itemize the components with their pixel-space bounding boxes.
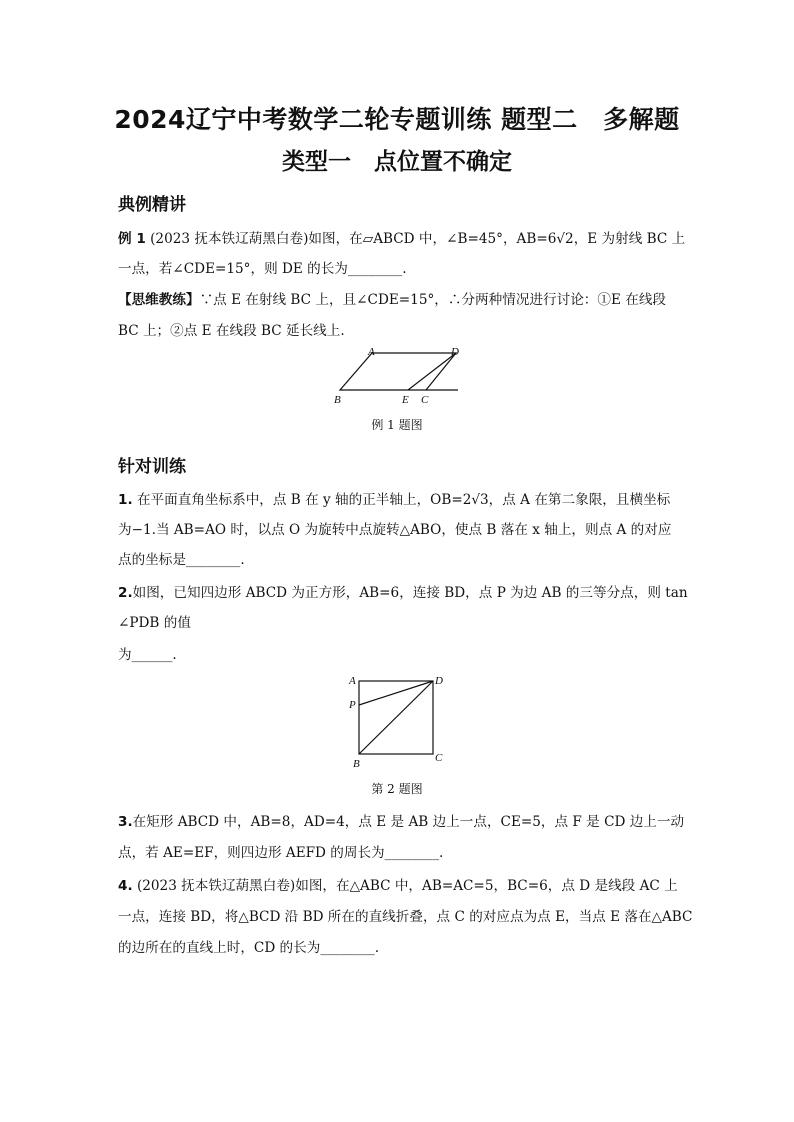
fig1-point-d: D [451,346,459,358]
question-4-text-1: (2023 抚本铁辽葫黑白卷)如图，在△ABC 中，AB=AC=5，BC=6，点 D 是线段 AC 上 [136,878,678,894]
fig1-point-e: E [402,394,409,406]
question-2-line-2: ∠PDB 的值 [118,615,191,631]
hint-label: 【思维教练】 [118,292,200,308]
question-1-line-1 [118,491,670,509]
fig1-point-b: B [334,394,341,406]
page-subtitle: 类型一 点位置不确定 [282,149,512,175]
question-1-line-2: 为−1.当 AB=AO 时，以点 O 为旋转中点旋转△ABO，使点 B 落在 x 轴上，则点 A 的对应 [118,522,672,538]
figure-1-parallelogram [330,344,470,408]
question-3-text-1: 在矩形 ABCD 中，AB=8，AD=4，点 E 是 AB 边上一点，CE=5，点 F 是 CD 边上一动 [132,814,685,830]
question-1-line-3: 点的坐标是________. [118,552,245,568]
question-4-line-2: 一点，连接 BD，将△BCD 沿 BD 所在的直线折叠，点 C 的对应点为点 E，当点 E 落在△ABC [118,909,693,925]
question-3-line-2: 点，若 AE=EF，则四边形 AEFD 的周长为________. [118,845,444,861]
example-1-label: 例 1 [118,231,146,247]
example-1-line-1 [118,230,685,248]
hint-line-2: BC 上；②点 E 在线段 BC 延长线上. [118,323,345,339]
fig2-point-d: D [435,675,443,687]
fig1-point-a: A [368,346,375,358]
question-3-line-1 [118,813,684,831]
fig2-point-c: C [435,752,443,764]
section-heading-examples: 典例精讲 [118,195,186,215]
question-1-text-1: 在平面直角坐标系中，点 B 在 y 轴的正半轴上，OB=2√3，点 A 在第二象限，且横坐标 [136,492,671,508]
question-2-line-1 [118,584,688,602]
fig2-point-a: A [349,675,356,687]
question-2-text-1: 如图，已知四边形 ABCD 为正方形，AB=6，连接 BD，点 P 为边 AB 的三等分点，则 tan [132,585,688,601]
fig2-point-p: P [349,699,356,711]
hint-line-1 [118,291,666,309]
page-title: 2024辽宁中考数学二轮专题训练 题型二 多解题 [114,105,680,134]
fig2-point-b: B [353,758,360,770]
figure-2-square [343,672,453,770]
fig1-point-c: C [421,394,429,406]
question-3-number: 3. [118,814,133,830]
section-heading-practice: 针对训练 [118,457,186,477]
example-1-text-1: (2023 抚本铁辽葫黑白卷)如图，在▱ABCD 中，∠B=45°，AB=6√2，E 为射线 BC 上 [150,231,686,247]
question-4-number: 4. [118,878,133,894]
figure-1-caption: 例 1 题图 [371,418,423,432]
question-4-line-1 [118,877,678,895]
question-1-number: 1. [118,492,133,508]
question-2-number: 2. [118,585,133,601]
figure-2-caption: 第 2 题图 [371,782,423,796]
example-1-line-2: 一点，若∠CDE=15°，则 DE 的长为________. [118,261,407,277]
question-2-line-3: 为______. [118,647,177,663]
hint-text-1: ∵点 E 在射线 BC 上，且∠CDE=15°，∴分两种情况进行讨论：①E 在线段 [199,292,667,308]
question-4-line-3: 的边所在的直线上时，CD 的长为________. [118,940,380,956]
